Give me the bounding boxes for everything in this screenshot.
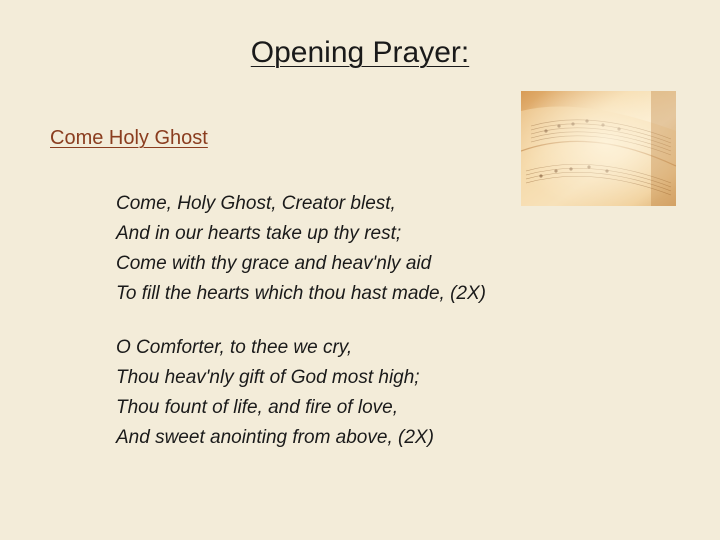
verse-line: Thou fount of life, and fire of love,	[116, 397, 399, 418]
verse-line: O Comforter, to thee we cry,	[116, 337, 353, 358]
verse-line: Thou heav'nly gift of God most high;	[116, 367, 420, 388]
verse-1	[116, 189, 486, 309]
verse-line: Come, Holy Ghost, Creator blest,	[116, 193, 396, 214]
sheet-music-icon	[521, 91, 676, 206]
hymn-title-link[interactable]: Come Holy Ghost	[50, 127, 208, 149]
slide-title: Opening Prayer:	[250, 36, 470, 69]
sheet-music-image	[521, 91, 676, 206]
verse-line: Come with thy grace and heav'nly aid	[116, 253, 432, 274]
verse-line: And sweet anointing from above, (2X)	[116, 427, 434, 448]
verse-2	[116, 333, 434, 453]
verse-line: And in our hearts take up thy rest;	[116, 223, 402, 244]
verse-line: To fill the hearts which thou hast made, (2X)	[116, 283, 486, 304]
